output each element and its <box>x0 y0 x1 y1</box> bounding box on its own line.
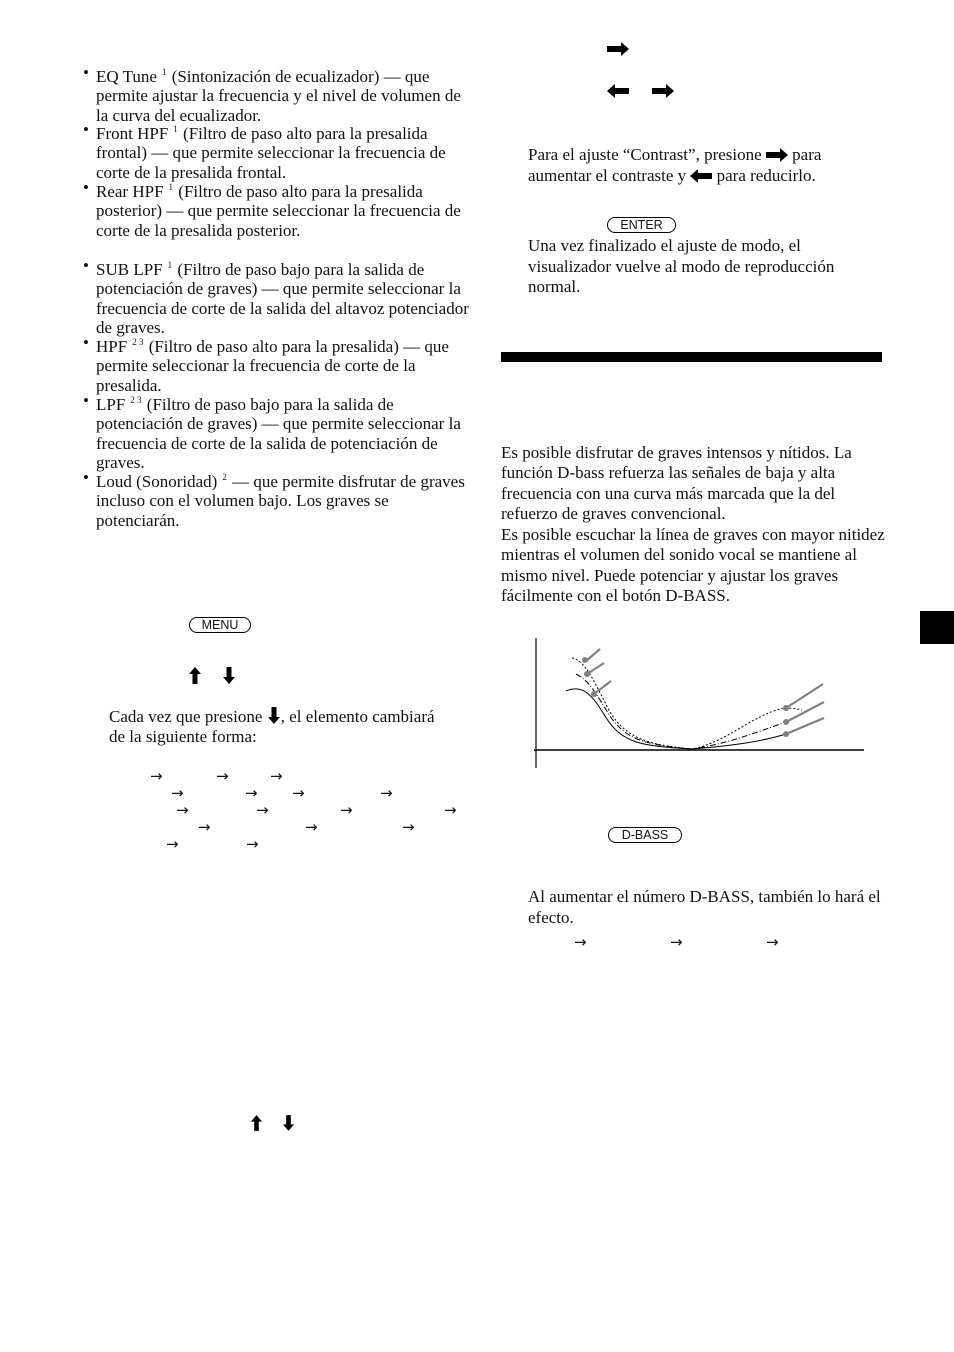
curve-marker <box>783 731 789 737</box>
enter-key: ENTER <box>607 217 676 233</box>
contrast-text: Para el ajuste “Contrast”, presione para aumentar el contraste y para reducirlo. <box>528 145 822 185</box>
list-item: • Front HPF $^1$ (Filtro de paso alto para la presalida frontal) — que permite seleccionar la frecuencia de corte de la presalida frontal. <box>83 120 446 182</box>
arrow-right-icon <box>607 42 629 56</box>
arrow-up-icon <box>188 667 202 684</box>
dbass-effect-text: Al aumentar el número D-BASS, también lo hará el efecto. <box>528 887 881 927</box>
dbass-intro-paragraph: Es posible disfrutar de graves intensos y nítidos. La función D-bass refuerza las señales de baja y alta frecuencia con una curva más marcada que la del refuerzo de graves convencional. <box>501 443 852 524</box>
sequence-arrow-icon: → <box>245 784 258 802</box>
curve-marker <box>594 681 611 694</box>
sequence-arrow-icon: → <box>150 767 163 785</box>
curve-marker <box>586 649 600 661</box>
sequence-arrow-icon: → <box>444 801 457 819</box>
arrow-right-icon <box>652 84 674 98</box>
dbass-intro-paragraph: Es posible escuchar la línea de graves con mayor nitidez mientras el volumen del sonido vocal se mantiene al mismo nivel. Puede potenciar y ajustar los graves fácilmente con el botón D-BASS. <box>501 525 885 606</box>
dbass-curve-diagram <box>530 636 870 772</box>
each-press-text: Cada vez que presione , el elemento cambiará de la siguiente forma: <box>109 707 435 746</box>
sequence-arrow-icon: → <box>171 784 184 802</box>
arrow-down-icon <box>267 707 281 724</box>
curve-level-2 <box>576 674 786 749</box>
sequence-arrow-icon: → <box>166 835 179 853</box>
arrow-left-icon <box>690 169 712 183</box>
curve-marker <box>587 663 604 674</box>
sequence-arrow-icon: → <box>340 801 353 819</box>
page-tab-marker <box>920 611 954 644</box>
list-item: • EQ Tune $^1$ (Sintonización de ecualizador) — que permite ajustar la frecuencia y el nivel de volumen de la curva del ecualizador. <box>83 63 461 125</box>
sequence-arrow-icon: → <box>246 835 259 853</box>
list-item: • SUB LPF $^1$ (Filtro de paso bajo para la salida de potenciación de graves) — que permite seleccionar la frecuencia de corte de la salida del altavoz potenciador de graves. <box>83 256 469 337</box>
list-item: • Loud (Sonoridad) $^2$ — que permite disfrutar de graves incluso con el volumen bajo. Los graves se potenciarán. <box>83 468 465 530</box>
finish-text: Una vez finalizado el ajuste de modo, el visualizador vuelve al modo de reproducción normal. <box>528 236 835 296</box>
arrow-up-icon <box>250 1115 263 1131</box>
curve-marker <box>783 719 789 725</box>
sequence-arrow-icon: → <box>292 784 305 802</box>
curve-marker <box>591 691 597 697</box>
sequence-arrow-icon: → <box>270 767 283 785</box>
sequence-arrow-icon: → <box>216 767 229 785</box>
sequence-arrow-icon: → <box>670 933 683 951</box>
sequence-arrow-icon: → <box>574 933 587 951</box>
sequence-arrow-icon: → <box>402 818 415 836</box>
arrow-down-icon <box>282 1115 295 1131</box>
curve-marker <box>786 718 824 734</box>
arrow-down-icon <box>222 667 236 684</box>
list-item: • Rear HPF $^1$ (Filtro de paso alto para la presalida posterior) — que permite seleccionar la frecuencia de corte de la presalida posterior. <box>83 178 461 240</box>
arrow-right-icon <box>766 148 788 162</box>
list-item: • HPF $^{2 3}$ (Filtro de paso alto para la presalida) — que permite seleccionar la frecuencia de corte de la presalida. <box>83 333 449 395</box>
curve-marker <box>582 657 588 663</box>
dbass-key: D-BASS <box>608 827 682 843</box>
sequence-arrow-icon: → <box>766 933 779 951</box>
sequence-arrow-icon: → <box>256 801 269 819</box>
list-item: • LPF $^{2 3}$ (Filtro de paso bajo para la salida de potenciación de graves) — que permite seleccionar la frecuencia de corte de la salida de potenciación de graves. <box>83 391 461 472</box>
curve-marker <box>783 705 789 711</box>
section-rule <box>501 352 882 362</box>
curve-level-3 <box>572 658 802 749</box>
menu-key: MENU <box>189 617 251 633</box>
sequence-arrow-icon: → <box>380 784 393 802</box>
sequence-arrow-icon: → <box>176 801 189 819</box>
sequence-arrow-icon: → <box>198 818 211 836</box>
curve-marker <box>584 671 590 677</box>
arrow-left-icon <box>607 84 629 98</box>
sequence-arrow-icon: → <box>305 818 318 836</box>
